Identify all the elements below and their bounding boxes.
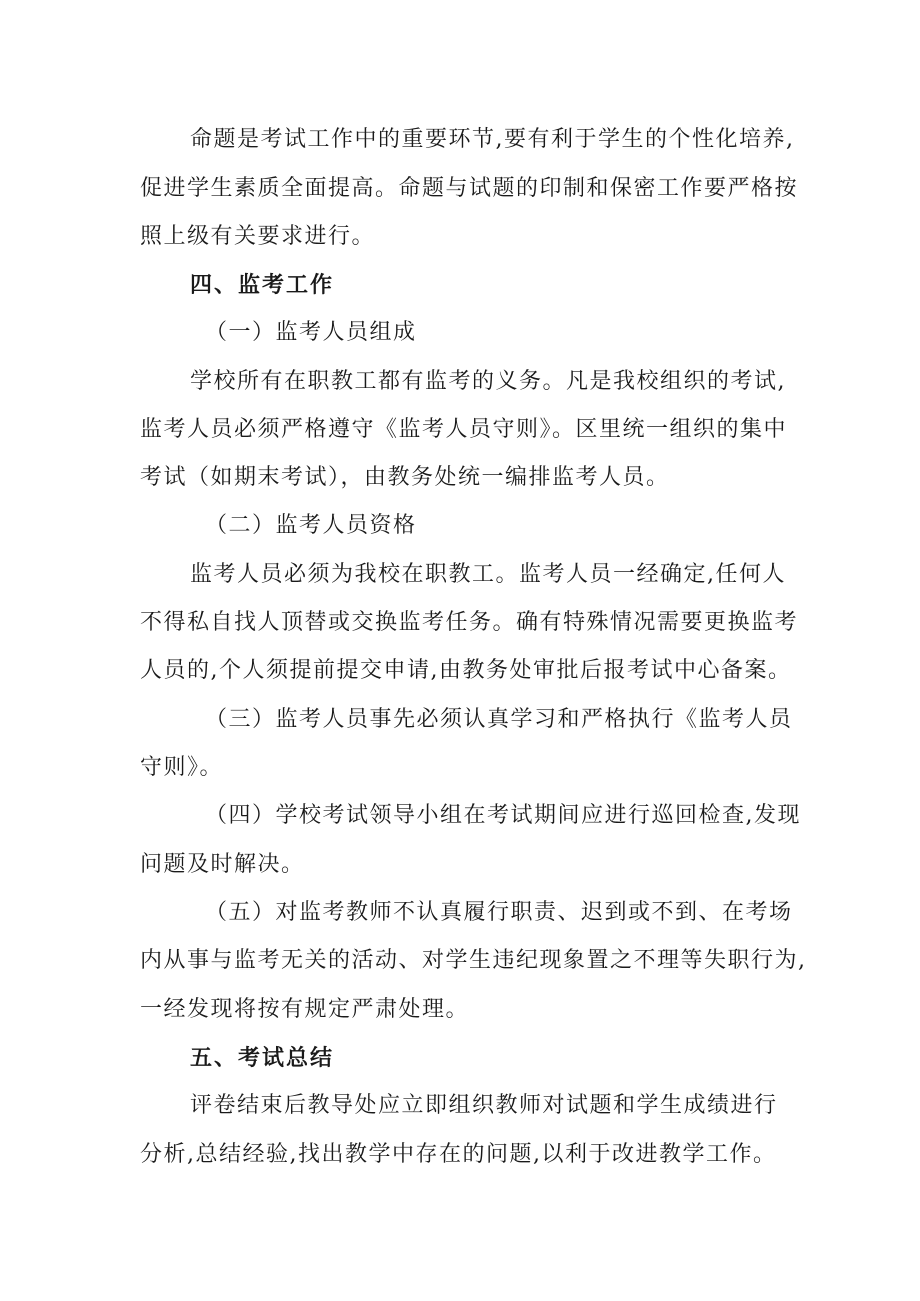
paragraph-line: 一经发现将按有规定严肃处理。 <box>140 997 470 1022</box>
paragraph-line: 监考人员必须严格遵守《监考人员守则》。区里统一组织的集中 <box>140 417 788 442</box>
paragraph-line: 问题及时解决。 <box>140 852 305 877</box>
paragraph-line: 监考人员必须为我校在职教工。监考人员一经确定,任何人 <box>190 562 786 587</box>
paragraph-line: 不得私自找人顶替或交换监考任务。确有特殊情况需要更换监考 <box>140 610 799 635</box>
paragraph-line: 内从事与监考无关的活动、对学生违纪现象置之不理等失职行为, <box>140 948 807 973</box>
paragraph-line: 促进学生素质全面提高。命题与试题的印制和保密工作要严格按 <box>140 176 799 201</box>
paragraph-line: 照上级有关要求进行。 <box>140 224 376 249</box>
paragraph-line: 考试（如期末考试），由教务处统一编排监考人员。 <box>140 465 670 490</box>
section-heading-5: 五、考试总结 <box>190 1045 335 1071</box>
section-heading-4: 四、监考工作 <box>190 272 335 298</box>
subsection-heading: （一）监考人员组成 <box>205 320 417 345</box>
subsection-heading: （二）监考人员资格 <box>205 513 417 538</box>
paragraph-line: 学校所有在职教工都有监考的义务。凡是我校组织的考试, <box>190 369 786 394</box>
paragraph-line: 守则》。 <box>140 755 224 780</box>
paragraph-line: （三）监考人员事先必须认真学习和严格执行《监考人员 <box>205 707 793 732</box>
paragraph-line: （五）对监考教师不认真履行职责、迟到或不到、在考场 <box>205 900 793 925</box>
paragraph-line: 人员的,个人须提前提交申请,由教务处审批后报考试中心备案。 <box>140 658 792 683</box>
paragraph-line: （四）学校考试领导小组在考试期间应进行巡回检查,发现 <box>205 803 801 828</box>
paragraph-line: 评卷结束后教导处应立即组织教师对试题和学生成绩进行 <box>190 1093 778 1118</box>
paragraph-line: 分析,总结经验,找出教学中存在的问题,以利于改进教学工作。 <box>140 1142 777 1167</box>
paragraph-line: 命题是考试工作中的重要环节,要有利于学生的个性化培养, <box>190 127 795 152</box>
